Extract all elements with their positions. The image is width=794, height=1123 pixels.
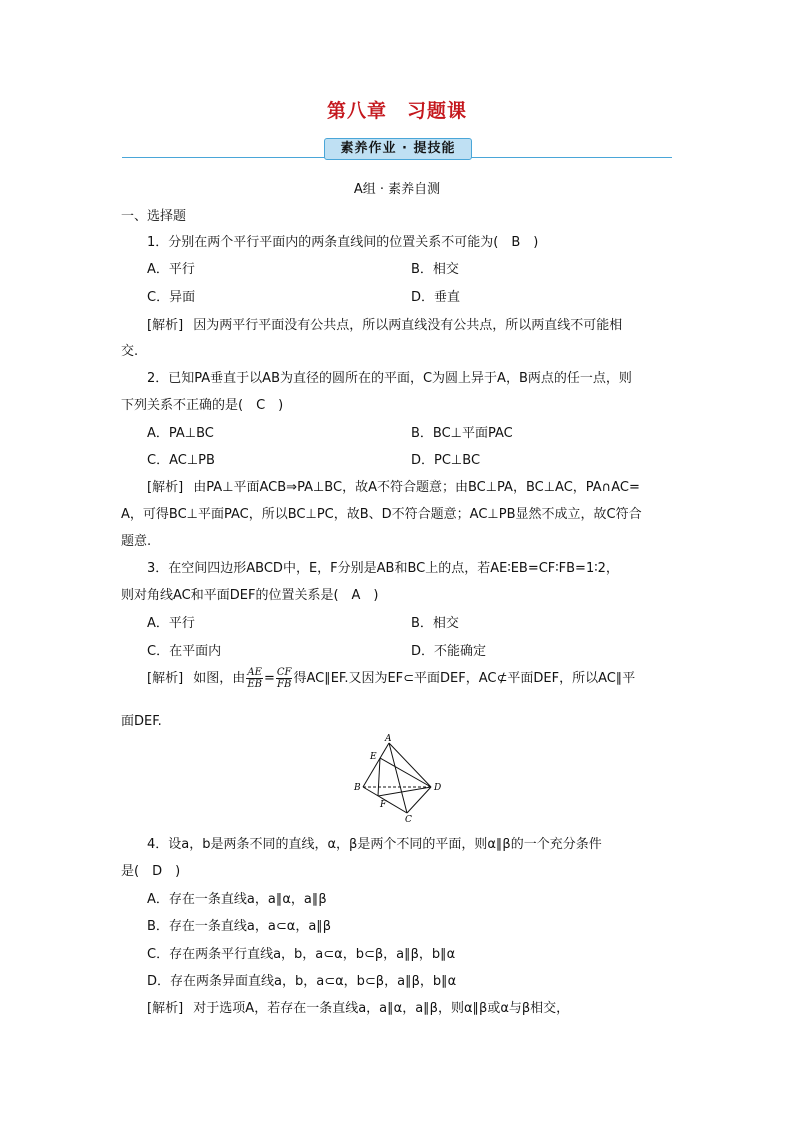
q1-option-d: D．垂直 — [411, 290, 461, 305]
q4-stem-line2: 是( D ) — [121, 864, 181, 879]
label-b: B — [354, 783, 361, 793]
q4-option-d: D．存在两条异面直线a，b，a⊂α，b⊂β，a∥β，b∥α — [147, 974, 457, 989]
analysis-label: [解析] — [147, 480, 184, 495]
q3-option-a: A．平行 — [147, 616, 195, 631]
analysis-label: [解析] — [147, 671, 184, 686]
q1-analysis — [147, 314, 622, 333]
q2-option-c: C．AC⊥PB — [147, 453, 215, 468]
edge-ad — [389, 743, 431, 787]
q3-option-d: D．不能确定 — [411, 644, 487, 659]
label-d: D — [434, 783, 442, 793]
q4-option-b: B．存在一条直线a，a⊂α，a∥β — [147, 919, 332, 934]
analysis-label: [解析] — [147, 318, 184, 333]
segment-ed — [380, 758, 431, 787]
fraction-ae-eb: $\frac{AE}{EB}$ — [247, 667, 262, 690]
section-heading: 一、选择题 — [121, 209, 187, 224]
q2-option-b: B．BC⊥平面PAC — [411, 426, 513, 441]
q2-analysis — [147, 476, 640, 495]
q1-option-c: C．异面 — [147, 290, 196, 305]
segment-ef — [378, 758, 380, 796]
q2-stem-line2: 下列关系不正确的是( C ) — [121, 398, 284, 413]
analysis-intro: 如图，由 — [193, 671, 246, 686]
q1-stem: 1．分别在两个平行平面内的两条直线间的位置关系不可能为( B ) — [147, 235, 539, 250]
q3-analysis — [147, 667, 635, 690]
q3-stem-line2: 则对角线AC和平面DEF的位置关系是( A ) — [121, 588, 379, 603]
analysis-text: 由PA⊥平面ACB⇒PA⊥BC，故A不符合题意；由BC⊥PA，BC⊥AC，PA∩AC= — [193, 480, 640, 495]
q1-analysis-cont: 交. — [121, 344, 139, 359]
label-a: A — [385, 734, 392, 744]
section-banner: 素养作业 · 提技能 — [324, 138, 472, 160]
tetrahedron-figure — [349, 733, 445, 823]
q2-option-a: A．PA⊥BC — [147, 426, 214, 441]
label-c: C — [405, 815, 412, 823]
q4-option-a: A．存在一条直线a，a∥α，a∥β — [147, 892, 327, 907]
q3-stem-line1: 3．在空间四边形ABCD中，E，F分别是AB和BC上的点，若AE∶EB=CF∶FB=1∶2， — [147, 561, 619, 576]
label-f: F — [380, 800, 387, 810]
group-title: A组 · 素养自测 — [353, 182, 441, 197]
q3-option-c: C．在平面内 — [147, 644, 222, 659]
q1-option-a: A．平行 — [147, 262, 195, 277]
chapter-title: 第八章 习题课 — [326, 100, 467, 122]
equals-sign: = — [263, 671, 275, 686]
edge-ac — [389, 743, 407, 813]
analysis-text: 对于选项A，若存在一条直线a，a∥α，a∥β，则α∥β或α与β相交， — [193, 1001, 570, 1016]
q2-option-d: D．PC⊥BC — [411, 453, 481, 468]
edge-ab — [363, 743, 389, 787]
segment-fd — [378, 787, 431, 796]
q3-option-b: B．相交 — [411, 616, 459, 631]
q4-option-c: C．存在两条平行直线a，b，a⊂α，b⊂β，a∥β，b∥α — [147, 947, 456, 962]
q1-option-b: B．相交 — [411, 262, 459, 277]
fraction-cf-fb: $\frac{CF}{FB}$ — [276, 667, 292, 690]
q2-analysis-cont2: 题意. — [121, 534, 152, 549]
q2-stem-line1: 2．已知PA垂直于以AB为直径的圆所在的平面，C为圆上异于A，B两点的任一点，则 — [147, 371, 632, 386]
q4-stem-line1: 4．设a，b是两条不同的直线，α，β是两个不同的平面，则α∥β的一个充分条件 — [147, 837, 602, 852]
q4-analysis — [147, 997, 569, 1016]
analysis-text: 因为两平行平面没有公共点，所以两直线没有公共点，所以两直线不可能相 — [193, 318, 623, 333]
q3-analysis-cont: 面DEF. — [121, 714, 162, 729]
analysis-label: [解析] — [147, 1001, 184, 1016]
analysis-text: 得AC∥EF.又因为EF⊂平面DEF，AC⊄平面DEF，所以AC∥平 — [293, 671, 636, 686]
q2-analysis-cont1: A，可得BC⊥平面PAC，所以BC⊥PC，故B、D不符合题意；AC⊥PB显然不成立，故C符合 — [121, 507, 642, 522]
label-e: E — [370, 752, 377, 762]
